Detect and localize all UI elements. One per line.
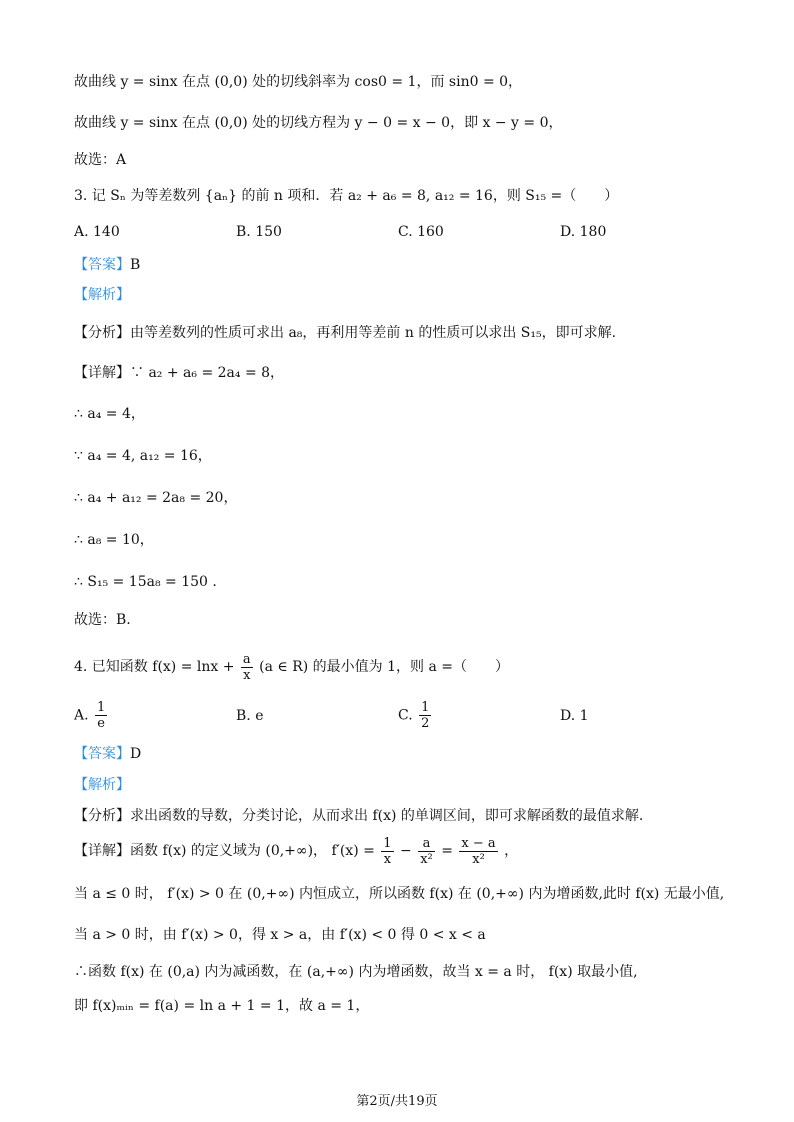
text-line: 即 f(x)ₘᵢₙ = f(a) = ln a + 1 = 1，故 a = 1， [74, 998, 370, 1014]
answer-tag: 【答案】 [74, 746, 130, 762]
option-label: A. [74, 707, 89, 724]
frac-den: x [243, 667, 251, 683]
analysis-line [74, 323, 616, 343]
frac-den: 2 [421, 716, 430, 731]
q4-pre: 4. 已知函数 f(x) = lnx + [74, 659, 235, 675]
fraction [459, 836, 497, 867]
option-a: A. 140 [74, 224, 120, 240]
text-line: ∴函数 f(x) 在 (0,a) 内为减函数，在 (a,+∞) 内为增函数，故当 x = a 时， f(x) 取最小值, [74, 964, 638, 980]
step-line: 故选：B. [74, 612, 131, 628]
answer-value: B [130, 257, 141, 273]
fraction [95, 700, 107, 731]
comma: ， [504, 843, 519, 859]
fraction [381, 836, 393, 867]
detail-tag: 【详解】 [74, 365, 130, 381]
text-line: 故曲线 y = sinx 在点 (0,0) 处的切线斜率为 cos0 = 1，而 sin0 = 0， [74, 74, 523, 90]
frac-den: x² [472, 851, 485, 867]
fraction [419, 700, 431, 731]
frac-num: 1 [97, 700, 106, 715]
frac-num: 1 [421, 700, 430, 715]
fraction [241, 652, 253, 683]
option-d: D. 1 [560, 708, 589, 724]
step-line: ∴ S₁₅ = 15a₈ = 150 . [74, 574, 217, 590]
detail-line [74, 832, 518, 870]
frac-num: a [242, 651, 251, 667]
option-d: D. 180 [560, 224, 607, 240]
frac-den: x [383, 851, 392, 867]
option-c: C. 160 [398, 224, 444, 240]
fenxi-text: 由等差数列的性质可求出 a₈，再利用等差前 n 的性质可以求出 S₁₅，即可求解. [130, 325, 617, 341]
fraction [418, 836, 435, 867]
answer-tag: 【答案】 [74, 257, 130, 273]
step-line: ∴ a₄ + a₁₂ = 2a₈ = 20， [74, 490, 238, 506]
frac-num: 1 [383, 835, 392, 851]
frac-num: x − a [461, 835, 496, 851]
question-3: 3. 记 Sₙ 为等差数列 {aₙ} 的前 n 项和．若 a₂ + a₆ = 8, a₁₂ = 16，则 S₁₅ =（ ） [74, 188, 619, 204]
frac-den: x² [420, 851, 433, 867]
frac-num: a [418, 836, 435, 852]
answer-line [74, 255, 140, 275]
detail-text: 函数 f(x) 的定义域为 (0,+∞)， f′(x) = [130, 843, 375, 859]
detail-text: ∵ a₂ + a₆ = 2a₄ = 8， [130, 365, 285, 381]
detail-tag: 【详解】 [74, 843, 130, 859]
text-line: 故曲线 y = sinx 在点 (0,0) 处的切线方程为 y − 0 = x − 0，即 x − y = 0， [74, 115, 563, 131]
fenxi-tag: 【分析】 [74, 808, 130, 824]
fenxi-tag: 【分析】 [74, 325, 130, 341]
option-c [398, 700, 433, 731]
answer-line [74, 744, 141, 764]
frac-den: e [97, 716, 105, 731]
text-line: 当 a ≤ 0 时， f′(x) > 0 在 (0,+∞) 内恒成立，所以函数 f(x) 在 (0,+∞) 内为增函数,此时 f(x) 无最小值, [74, 886, 725, 902]
analysis-tag: 【解析】 [74, 777, 130, 793]
step-line: ∴ a₄ = 4， [74, 406, 145, 422]
q4-post: (a ∈ R) 的最小值为 1，则 a =（ ） [259, 659, 510, 675]
detail-line [74, 363, 284, 383]
fenxi-text: 求出函数的导数，分类讨论，从而求出 f(x) 的单调区间，即可求解函数的最值求解. [130, 808, 644, 824]
equals-sign: = [441, 843, 453, 859]
step-line: ∵ a₄ = 4, a₁₂ = 16， [74, 448, 212, 464]
option-b: B. 150 [236, 224, 282, 240]
answer-value: D [130, 746, 142, 762]
analysis-line [74, 806, 643, 826]
minus-sign: − [400, 843, 412, 859]
step-line: ∴ a₈ = 10， [74, 532, 154, 548]
option-b: B. e [236, 708, 264, 724]
question-4 [74, 650, 509, 684]
option-a [74, 700, 109, 731]
text-line: 故选：A [74, 152, 127, 168]
page-footer: 第2页/共19页 [356, 1094, 438, 1109]
text-line: 当 a > 0 时，由 f′(x) > 0，得 x > a，由 f′(x) < 0 得 0 < x < a [74, 927, 486, 943]
analysis-tag: 【解析】 [74, 287, 130, 303]
option-label: C. [398, 707, 413, 724]
